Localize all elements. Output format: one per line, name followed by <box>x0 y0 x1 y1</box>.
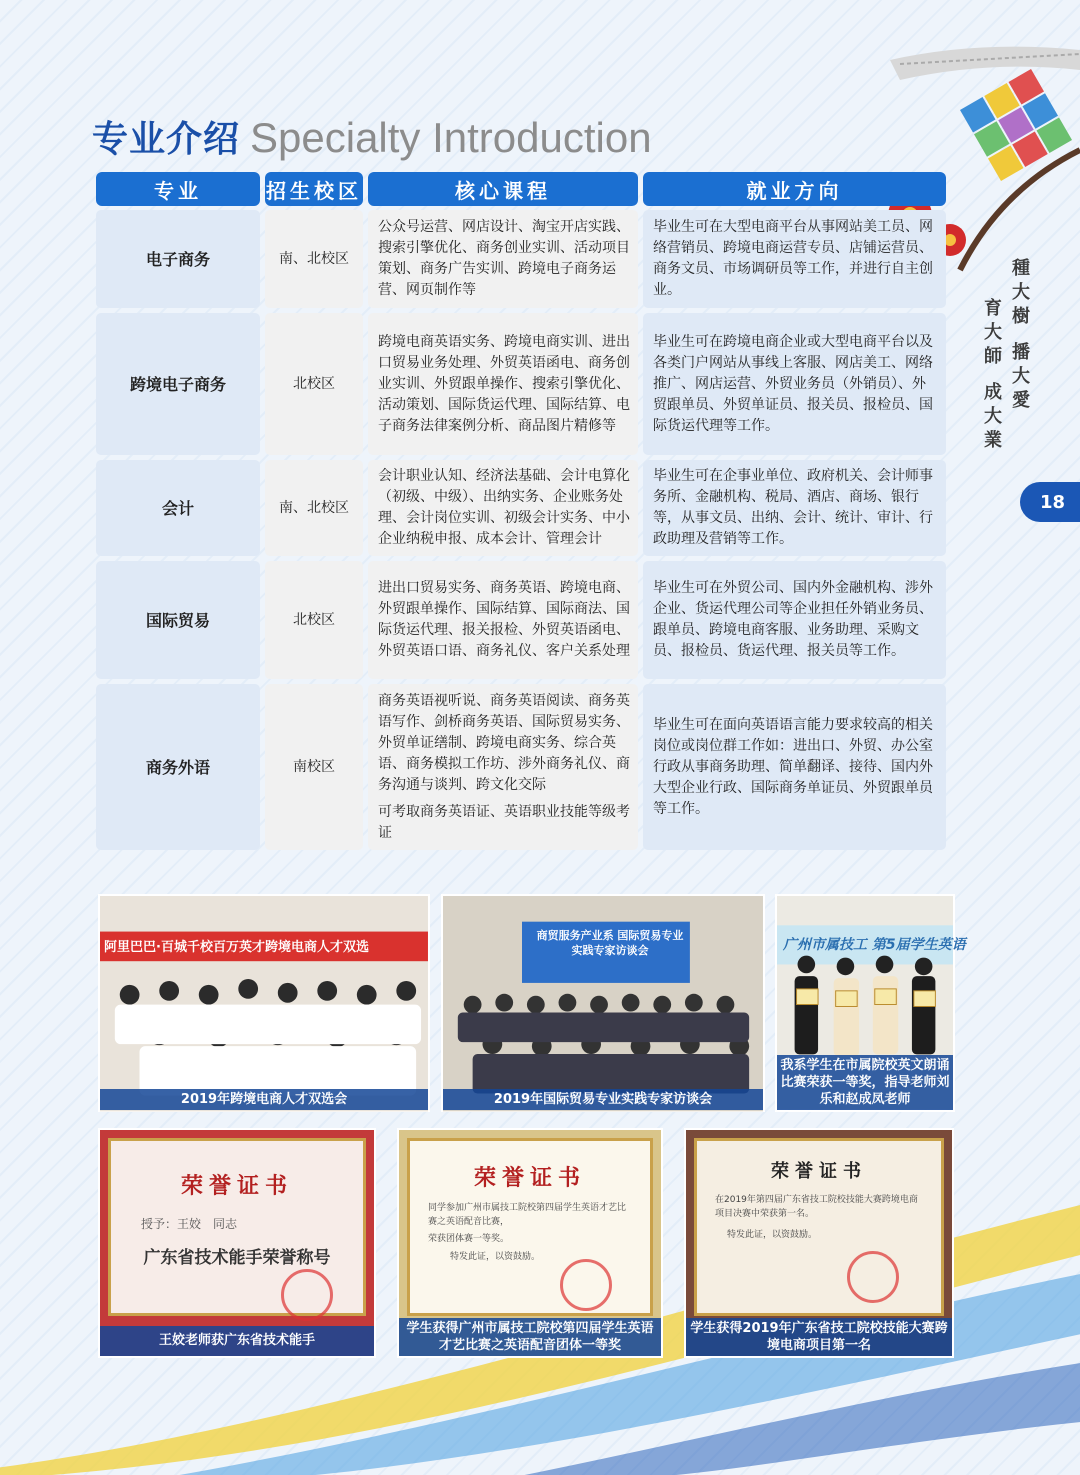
campus: 南、北校区 <box>265 460 363 556</box>
course-text: 会计职业认知、经济法基础、会计电算化（初级、中级）、出纳实务、企业账务处理、会计岗位实训、初级会计实务、中小企业纳税申报、成本会计、管理会计 <box>378 468 630 547</box>
major-name: 商务外语 <box>96 684 260 850</box>
page-number-tab <box>1020 482 1080 522</box>
header-core-courses: 核心课程 <box>368 172 638 206</box>
campus: 南校区 <box>265 684 363 850</box>
career-direction: 毕业生可在跨境电商企业或大型电商平台以及各类门户网站从事线上客服、网店美工、网络推广、网店运营、外贸业务员（外销员）、外贸跟单员、外贸单证员、报关员、报检员、国际货运代理等工作。 <box>643 313 946 455</box>
table-header <box>96 172 951 206</box>
page-title-chinese: 专业介绍 <box>92 119 241 160</box>
header-campus: 招生校区 <box>265 172 363 206</box>
certificate-caption: 学生获得2019年广东省技工院校技能大赛跨境电商项目第一名 <box>686 1318 952 1356</box>
certificate-line: 广东省技术能手荣誉称号 <box>143 1248 331 1268</box>
major-name: 国际贸易 <box>96 561 260 679</box>
certificate-line: 特发此证，以资鼓励。 <box>450 1252 541 1262</box>
course-text: 商务英语视听说、商务英语阅读、商务英语写作、剑桥商务英语、国际贸易实务、外贸单证缮制、跨境电商实务、综合英语、商务模拟工作坊、涉外商务礼仪、商务沟通与谈判、跨文化交际 <box>378 692 630 793</box>
certificate-line: 在2019年第四届广东省技工院校技能大赛跨境电商项目决赛中荣获第一名。 <box>715 1195 918 1219</box>
course-text: 跨境电商英语实务、跨境电商实训、进出口贸易业务处理、外贸英语函电、商务创业实训、外贸跟单操作、搜索引擎优化、活动策划、国际货运代理、国际结算、电子商务法律案例分析、商品图片精修等 <box>378 333 630 434</box>
core-courses <box>368 561 638 679</box>
certificate-line: 同学参加广州市属技工院校第四届学生英语才艺比赛之英语配音比赛， <box>428 1203 627 1227</box>
certificate-english-dubbing <box>397 1128 663 1358</box>
page-title-english: Specialty Introduction <box>250 114 652 161</box>
table-row <box>96 561 951 679</box>
specialty-table <box>96 172 951 855</box>
core-courses <box>368 313 638 455</box>
certificate-title: 荣誉证书 <box>771 1161 867 1182</box>
certificate-line: 授予：王姣 同志 <box>141 1217 238 1231</box>
certificate-frame <box>407 1138 653 1316</box>
certificate-line: 荣获团体赛一等奖。 <box>428 1234 510 1244</box>
core-courses <box>368 210 638 308</box>
certificate-line: 特发此证，以资鼓励。 <box>727 1230 818 1240</box>
certificate-frame <box>694 1138 944 1316</box>
course-text: 进出口贸易实务、商务英语、跨境电商、外贸跟单操作、国际结算、国际商法、国际货运代理、报关报检、外贸英语函电、外贸英语口语、商务礼仪、客户关系处理 <box>378 580 630 659</box>
certificate-technical-expert <box>98 1128 376 1358</box>
photo-job-fair <box>98 894 430 1112</box>
photo-caption: 2019年跨境电商人才双选会 <box>100 1089 428 1110</box>
photo-banner-text: 阿里巴巴·百城千校百万英才跨境电商人才双选 <box>104 940 369 955</box>
certificate-seal-icon <box>560 1259 612 1311</box>
table-row <box>96 460 951 556</box>
table-row <box>96 210 951 308</box>
header-major: 专业 <box>96 172 260 206</box>
campus: 北校区 <box>265 561 363 679</box>
certificate-caption: 王姣老师获广东省技术能手 <box>100 1326 374 1356</box>
slogan-column-1: 種大樹 播大愛 <box>1009 258 1030 415</box>
group-photo-image <box>100 896 428 1111</box>
certificate-seal-icon <box>847 1251 899 1303</box>
certificate-title: 荣誉证书 <box>180 1173 293 1199</box>
photo-banner-text: 广州市属技工 第5届学生英语 <box>783 937 966 953</box>
certificate-frame <box>108 1138 366 1316</box>
table-row <box>96 684 951 850</box>
major-name: 会计 <box>96 460 260 556</box>
major-name: 跨境电子商务 <box>96 313 260 455</box>
campus: 北校区 <box>265 313 363 455</box>
photo-caption: 我系学生在市属院校英文朗诵比赛荣获一等奖，指导老师刘乐和赵成凤老师 <box>777 1055 953 1110</box>
slogan-column-2: 育大師 成大業 <box>981 298 1002 455</box>
certificate-title: 荣誉证书 <box>473 1165 586 1191</box>
table-row <box>96 313 951 455</box>
photo-banner-text: 商贸服务产业系 国际贸易专业实践专家访谈会 <box>536 929 684 957</box>
certificate-caption: 学生获得广州市属技工院校第四届学生英语才艺比赛之英语配音团体一等奖 <box>399 1318 661 1356</box>
core-courses <box>368 460 638 556</box>
header-career-direction: 就业方向 <box>643 172 946 206</box>
certificate-seal-icon <box>281 1269 333 1321</box>
campus: 南、北校区 <box>265 210 363 308</box>
page-number: 18 <box>1040 491 1066 513</box>
career-direction: 毕业生可在外贸公司、国内外金融机构、涉外企业、货运代理公司等企业担任外销业务员、跟单员、跨境电商客服、业务助理、采购文员、报检员、货运代理、报关员等工作。 <box>643 561 946 679</box>
career-direction: 毕业生可在面向英语语言能力要求较高的相关岗位或岗位群工作如：进出口、外贸、办公室行政从事商务助理、简单翻译、接待、国内外大型企业行政、国际商务单证员、外贸跟单员等工作。 <box>643 684 946 850</box>
photo-expert-forum <box>441 894 765 1112</box>
photo-caption: 2019年国际贸易专业实践专家访谈会 <box>443 1089 763 1110</box>
career-direction: 毕业生可在大型电商平台从事网站美工员、网络营销员、跨境电商运营专员、店铺运营员、商务文员、市场调研员等工作，并进行自主创业。 <box>643 210 946 308</box>
course-text: 公众号运营、网店设计、淘宝开店实践、搜索引擎优化、商务创业实训、活动项目策划、商务广告实训、跨境电子商务运营、网页制作等 <box>378 219 630 298</box>
photo-recitation-award <box>775 894 966 1112</box>
career-direction: 毕业生可在企事业单位、政府机关、会计师事务所、金融机构、税局、酒店、商场、银行等，从事文员、出纳、会计、统计、审计、行政助理及营销等工作。 <box>643 460 946 556</box>
certificate-cross-border-competition <box>684 1128 954 1358</box>
certification-note: 可考取商务英语证、英语职业技能等级考证 <box>378 803 630 841</box>
page-title <box>92 106 652 162</box>
core-courses <box>368 684 638 850</box>
major-name: 电子商务 <box>96 210 260 308</box>
